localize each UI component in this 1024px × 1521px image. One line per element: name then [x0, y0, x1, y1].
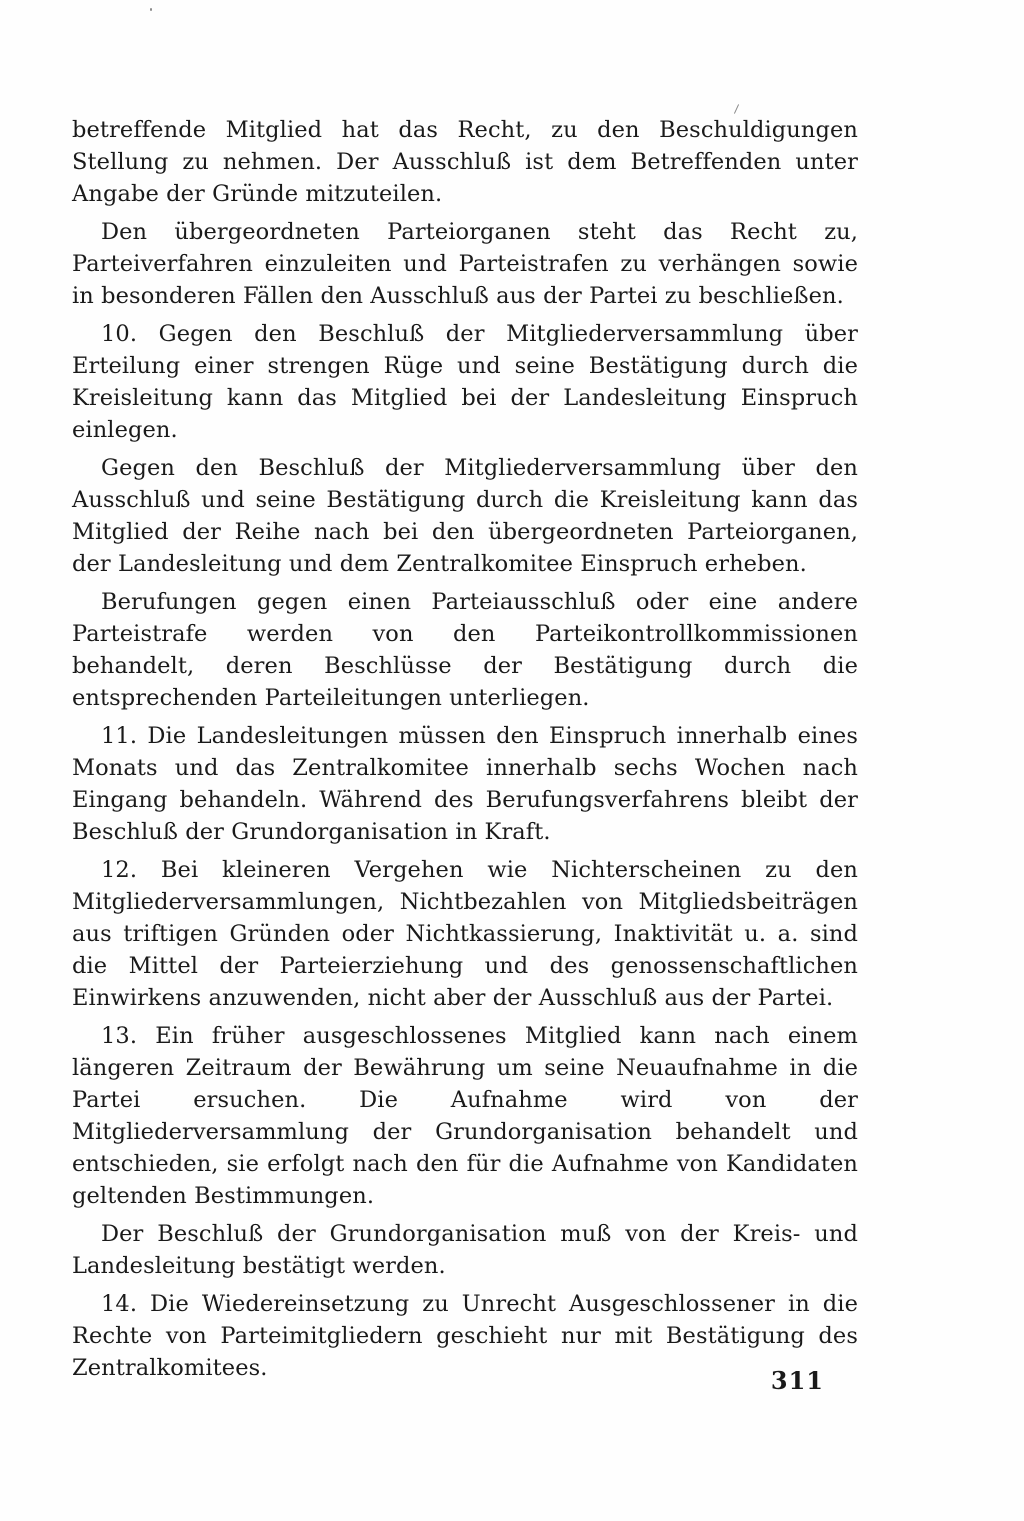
paragraph-item-12: 12. Bei kleineren Vergehen wie Nichterscheinen zu den Mitgliederversammlungen, Nichtbezahlen von Mitgliedsbeiträgen aus triftigen Gründen oder Nichtkassierung, Inaktivität u. a. sind die Mittel der Parteierziehung und des genossenschaftlichen Einwirkens anzuwenden, nicht aber der Ausschluß aus der Partei.	[72, 857, 858, 1011]
page-number: 311	[770, 1366, 824, 1395]
paragraph: Berufungen gegen einen Parteiausschluß oder eine andere Parteistrafe werden von den Parteikontrollkommissionen behandelt, deren Beschlüsse der Bestätigung durch die entsprechenden Parteileitungen unterliegen.	[72, 589, 858, 711]
dust-speck	[150, 8, 152, 11]
paragraph-item-11: 11. Die Landesleitungen müssen den Einspruch innerhalb eines Monats und das Zentralkomitee innerhalb sechs Wochen nach Eingang behandeln. Während des Berufungsverfahrens bleibt der Beschluß der Grundorganisation in Kraft.	[72, 723, 858, 845]
dust-speck	[734, 104, 739, 113]
body-text	[72, 114, 858, 1390]
paragraph-item-13: 13. Ein früher ausgeschlossenes Mitglied kann nach einem längeren Zeitraum der Bewährung um seine Neuaufnahme in die Partei ersuchen. Die Aufnahme wird von der Mitgliederversammlung der Grundorganisation behandelt und entschieden, sie erfolgt nach den für die Aufnahme von Kandidaten geltenden Bestimmungen.	[72, 1023, 858, 1209]
paragraph: Gegen den Beschluß der Mitgliederversammlung über den Ausschluß und seine Bestätigung durch die Kreisleitung kann das Mitglied der Reihe nach bei den übergeordneten Parteiorganen, der Landesleitung und dem Zentralkomitee Einspruch erheben.	[72, 455, 858, 577]
paragraph: Den übergeordneten Parteiorganen steht das Recht zu, Parteiverfahren einzuleiten und Parteistrafen zu verhängen sowie in besonderen Fällen den Ausschluß aus der Partei zu beschließen.	[72, 219, 858, 309]
paragraph-item-10: 10. Gegen den Beschluß der Mitgliederversammlung über Erteilung einer strengen Rüge und seine Bestätigung durch die Kreisleitung kann das Mitglied bei der Landesleitung Einspruch einlegen.	[72, 321, 858, 443]
paragraph: Der Beschluß der Grundorganisation muß von der Kreis- und Landesleitung bestätigt werden.	[72, 1221, 858, 1279]
paragraph-continuation: betreffende Mitglied hat das Recht, zu den Beschuldigungen Stellung zu nehmen. Der Ausschluß ist dem Betreffenden unter Angabe der Gründe mitzuteilen.	[72, 117, 858, 207]
paragraph-item-14: 14. Die Wiedereinsetzung zu Unrecht Ausgeschlossener in die Rechte von Parteimitgliedern geschieht nur mit Bestätigung des Zentralkomitees.	[72, 1291, 858, 1381]
